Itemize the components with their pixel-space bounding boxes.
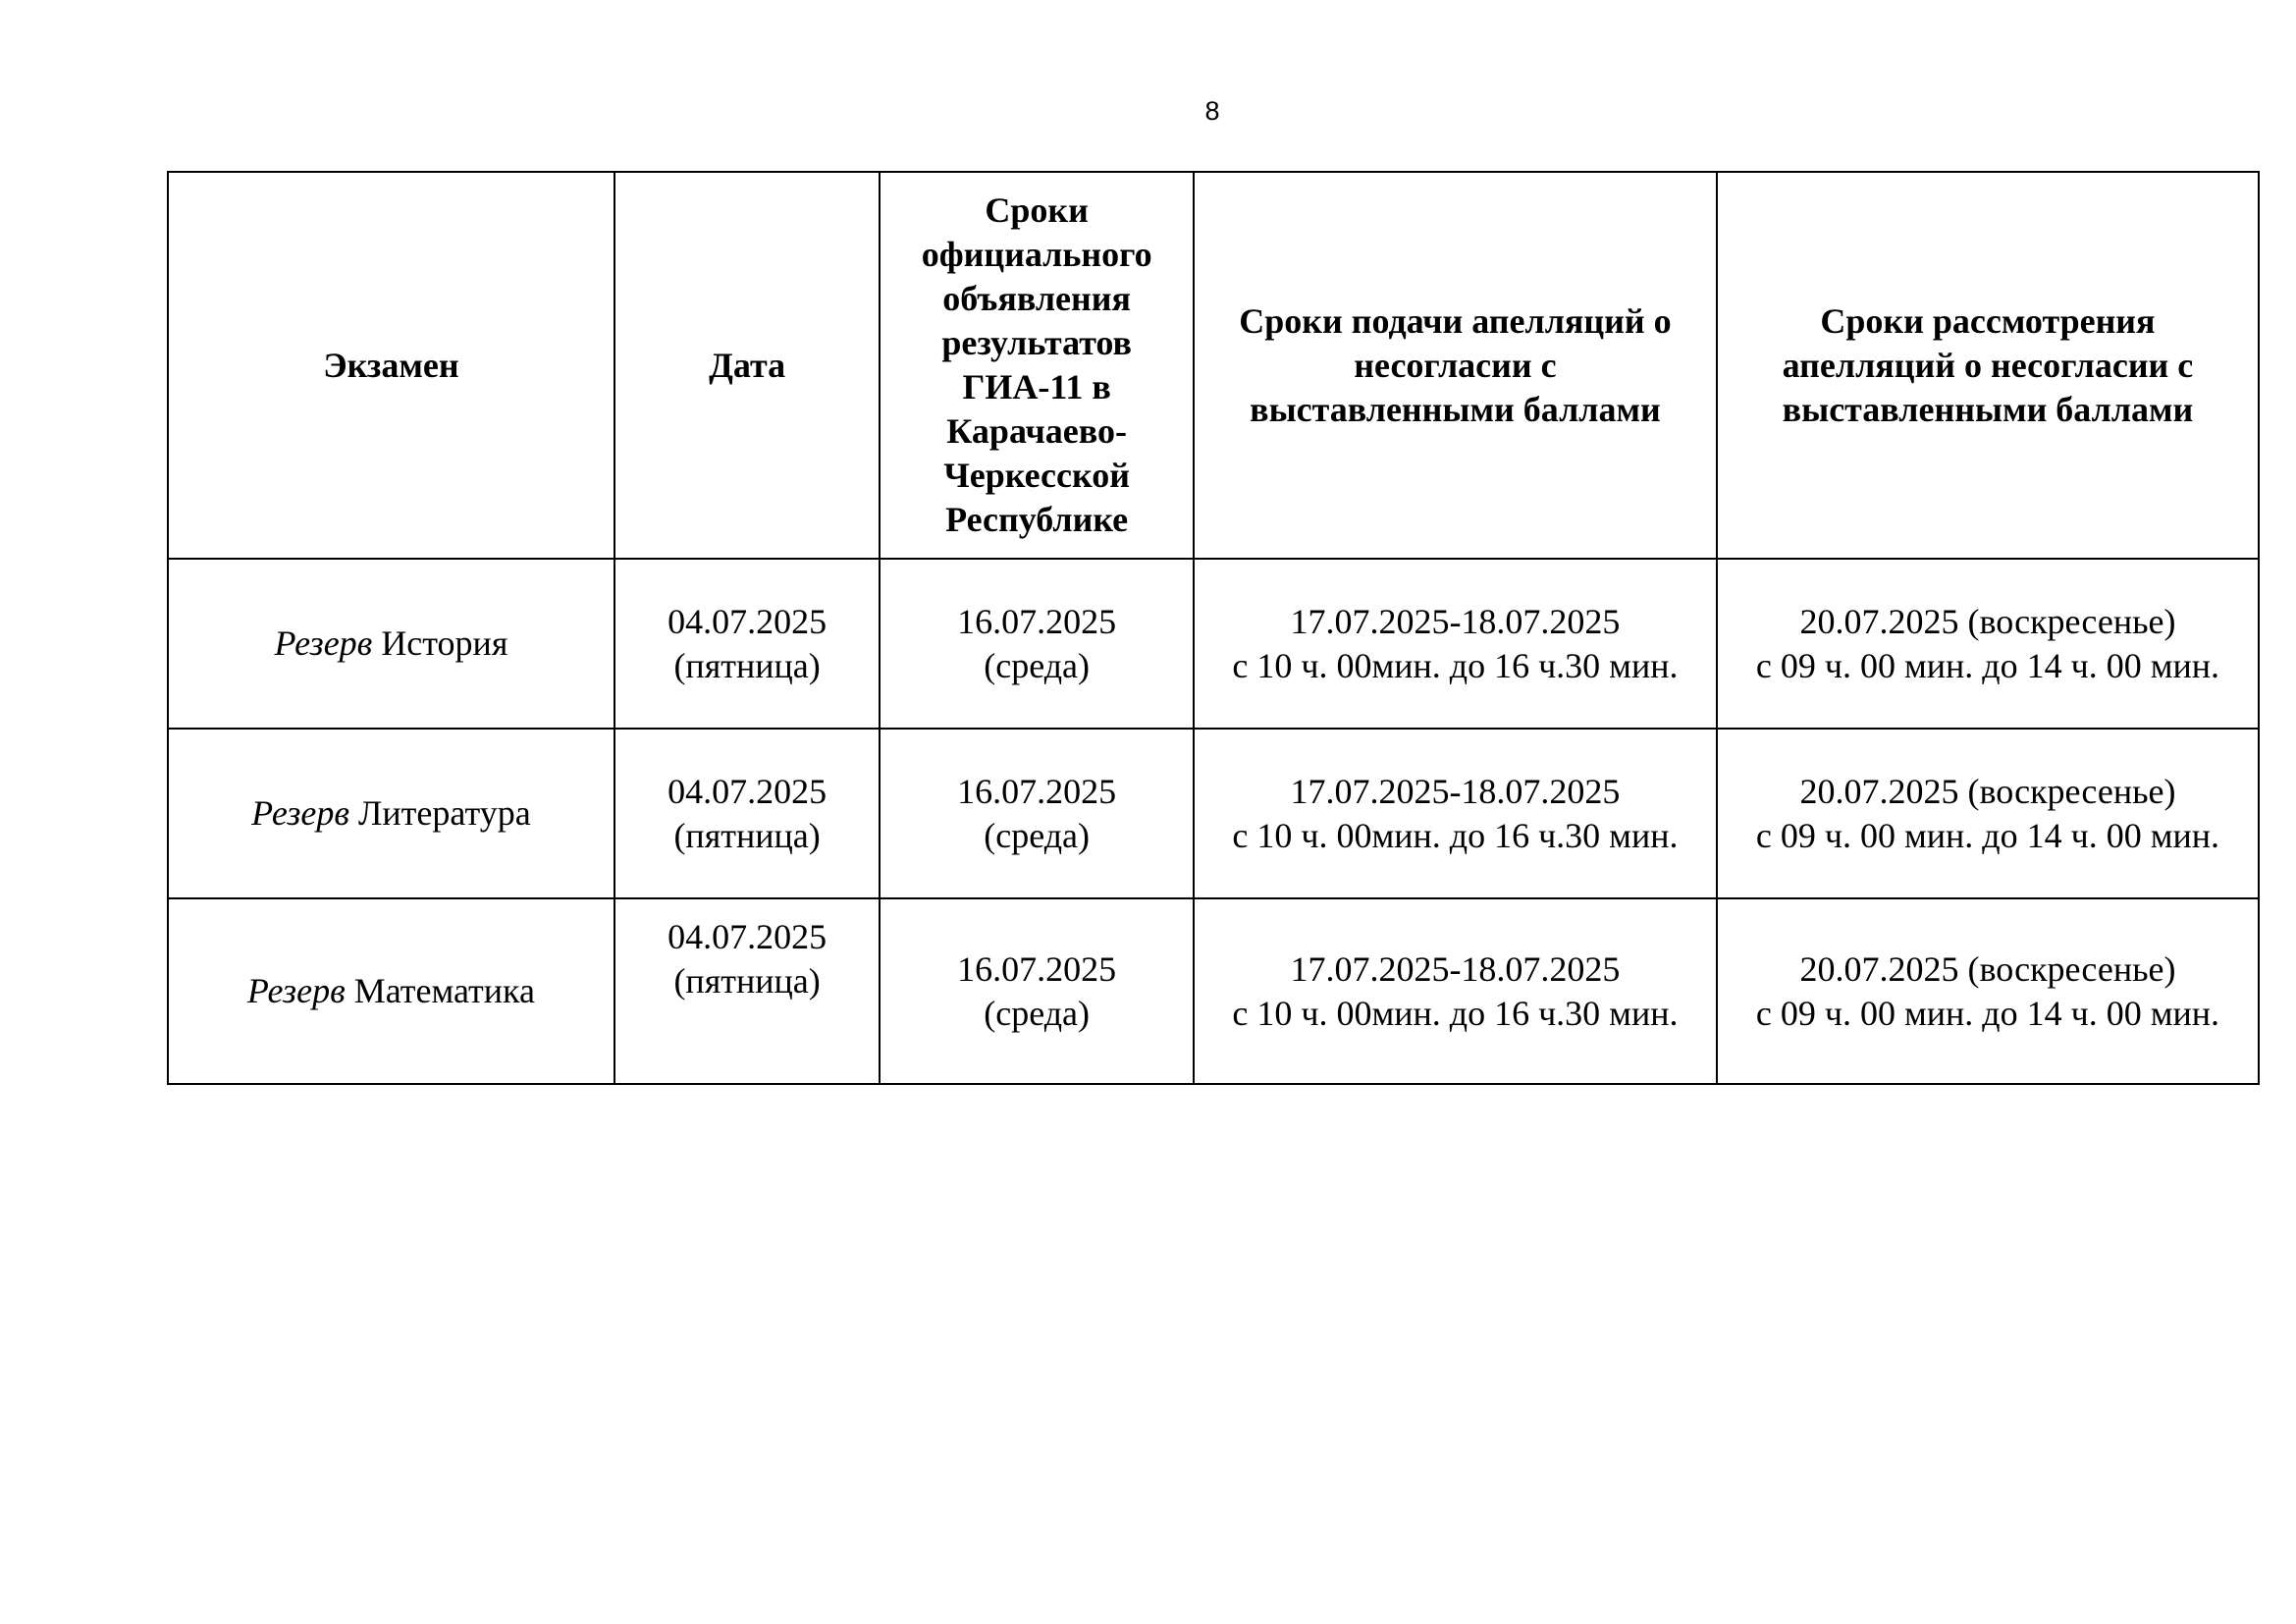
reserve-label: Резерв xyxy=(246,971,346,1010)
header-submit xyxy=(1194,172,1717,559)
header-review-line: апелляций о несогласии с xyxy=(1782,345,2194,385)
table-row xyxy=(168,559,2259,729)
header-announce-line: Черкесской xyxy=(943,456,1130,495)
cell-exam xyxy=(168,729,614,898)
header-review xyxy=(1717,172,2259,559)
reserve-label: Резерв xyxy=(251,793,349,833)
table-row xyxy=(168,729,2259,898)
submit-period: 17.07.2025-18.07.2025 xyxy=(1290,771,1621,811)
submit-period: 17.07.2025-18.07.2025 xyxy=(1290,948,1621,989)
cell-date xyxy=(614,898,881,1084)
cell-review xyxy=(1717,559,2259,729)
review-hours: с 09 ч. 00 мин. до 14 ч. 00 мин. xyxy=(1755,645,2220,685)
table-row xyxy=(168,898,2259,1084)
announce-weekday: (среда) xyxy=(984,645,1091,685)
header-announce-line: Карачаево- xyxy=(946,411,1127,451)
cell-date xyxy=(614,729,881,898)
header-exam: Экзамен xyxy=(168,172,614,559)
header-review-line: выставленными баллами xyxy=(1782,389,2194,429)
submit-hours: с 10 ч. 00мин. до 16 ч.30 мин. xyxy=(1232,815,1679,855)
subject-name: История xyxy=(381,623,508,663)
date-weekday: (пятница) xyxy=(673,961,821,1001)
announce-weekday: (среда) xyxy=(984,815,1091,855)
header-announce-line: ГИА-11 в xyxy=(962,367,1111,406)
review-hours: с 09 ч. 00 мин. до 14 ч. 00 мин. xyxy=(1755,993,2220,1033)
review-date: 20.07.2025 (воскресенье) xyxy=(1799,771,2176,811)
submit-period: 17.07.2025-18.07.2025 xyxy=(1290,601,1621,641)
cell-announce xyxy=(880,898,1194,1084)
header-announce xyxy=(880,172,1194,559)
date-weekday: (пятница) xyxy=(673,815,821,855)
header-date: Дата xyxy=(614,172,881,559)
date-weekday: (пятница) xyxy=(673,645,821,685)
review-date: 20.07.2025 (воскресенье) xyxy=(1799,948,2176,989)
submit-hours: с 10 ч. 00мин. до 16 ч.30 мин. xyxy=(1232,645,1679,685)
cell-announce xyxy=(880,729,1194,898)
cell-review xyxy=(1717,729,2259,898)
header-announce-line: объявления xyxy=(942,279,1131,318)
date-value: 04.07.2025 xyxy=(667,601,828,641)
submit-hours: с 10 ч. 00мин. до 16 ч.30 мин. xyxy=(1232,993,1679,1033)
header-submit-line: выставленными баллами xyxy=(1250,389,1661,429)
exam-schedule-table xyxy=(167,171,2260,1085)
date-value: 04.07.2025 xyxy=(667,917,828,956)
cell-exam xyxy=(168,898,614,1084)
cell-announce xyxy=(880,559,1194,729)
announce-date: 16.07.2025 xyxy=(957,771,1117,811)
cell-date xyxy=(614,559,881,729)
cell-submit xyxy=(1194,729,1717,898)
header-review-line: Сроки рассмотрения xyxy=(1820,300,2156,341)
cell-review xyxy=(1717,898,2259,1084)
header-submit-line: несогласии с xyxy=(1354,345,1557,385)
header-announce-line: официального xyxy=(921,235,1152,274)
cell-submit xyxy=(1194,898,1717,1084)
cell-exam xyxy=(168,559,614,729)
announce-date: 16.07.2025 xyxy=(957,601,1117,641)
reserve-label: Резерв xyxy=(274,623,373,663)
header-announce-line: результатов xyxy=(941,323,1132,362)
announce-date: 16.07.2025 xyxy=(957,948,1117,989)
header-announce-line: Республике xyxy=(945,500,1129,539)
review-hours: с 09 ч. 00 мин. до 14 ч. 00 мин. xyxy=(1755,815,2220,855)
subject-name: Литература xyxy=(358,793,531,833)
date-value: 04.07.2025 xyxy=(667,771,828,811)
announce-weekday: (среда) xyxy=(984,993,1091,1033)
header-announce-line: Сроки xyxy=(985,190,1089,230)
page-number: 8 xyxy=(1204,96,1220,126)
table-header-row xyxy=(168,172,2259,559)
subject-name: Математика xyxy=(353,971,535,1010)
review-date: 20.07.2025 (воскресенье) xyxy=(1799,601,2176,641)
header-submit-line: Сроки подачи апелляций о xyxy=(1239,300,1672,341)
cell-submit xyxy=(1194,559,1717,729)
